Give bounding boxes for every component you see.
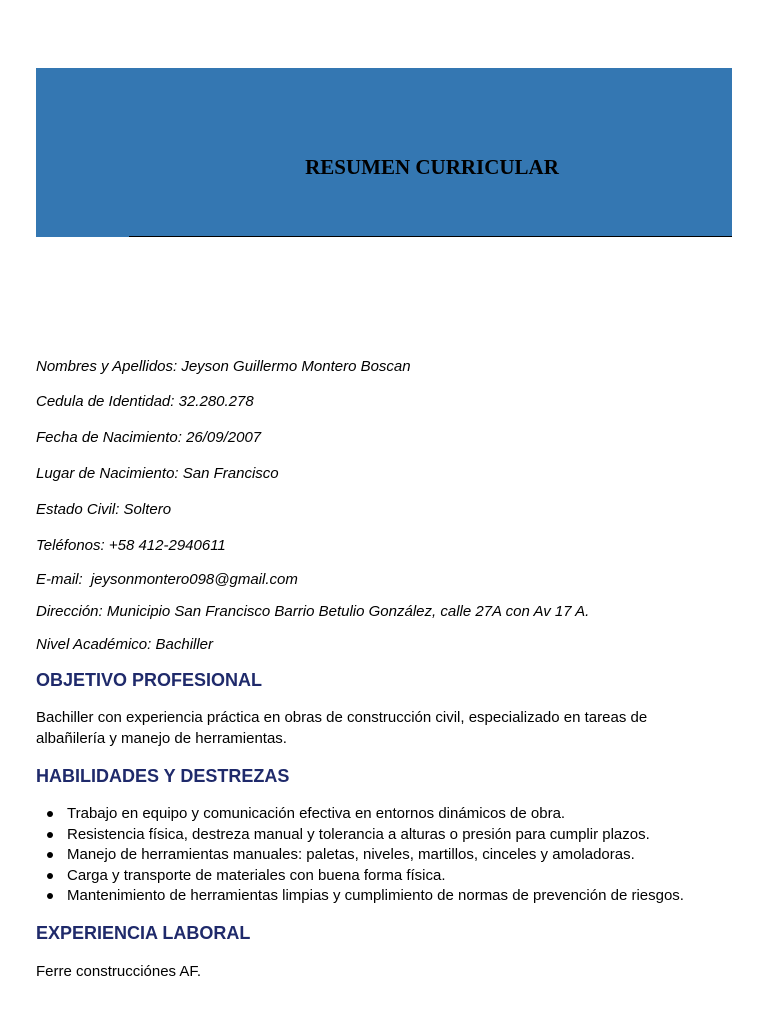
personal-value: +58 412-2940611 [108,537,226,554]
personal-label: Nombres y Apellidos: [36,358,178,375]
personal-value: 26/09/2007 [186,429,262,446]
skill-text: Carga y transporte de materiales con buena forma física. [67,866,446,884]
personal-value: 32.280.278 [178,393,254,410]
personal-line-birthplace [36,465,279,483]
personal-label: Dirección: [36,603,103,620]
personal-label: Teléfonos: [36,537,105,554]
bullet-icon [47,852,53,858]
header-band [36,68,732,237]
personal-label: Cedula de Identidad: [36,393,175,410]
personal-line-email [36,571,298,589]
personal-value: San Francisco [182,465,279,482]
personal-value: Soltero [123,501,172,518]
personal-label: Estado Civil: [36,501,120,518]
objective-text: Bachiller con experiencia práctica en obras de construcción civil, especializado en tareas de albañilería y manejo de herramientas. [36,709,648,747]
list-item [36,866,736,887]
page-title: RESUMEN CURRICULAR [305,155,559,179]
bullet-icon [47,811,53,817]
experience-text: Ferre construcciónes AF. [36,963,202,980]
personal-label: E-mail: [36,571,83,588]
list-item [36,825,736,846]
skill-text: Resistencia física, destreza manual y tolerancia a alturas o presión para cumplir plazos. [67,825,650,843]
personal-label: Nivel Académico: [36,636,152,653]
personal-line-address [36,603,589,621]
personal-line-name [36,358,411,376]
personal-line-marital-status [36,501,171,519]
bullet-icon [47,893,53,899]
personal-value: Jeyson Guillermo Montero Boscan [181,358,411,375]
bullet-icon [47,873,53,879]
list-item [36,804,736,825]
skills-heading: HABILIDADES Y DESTREZAS [36,766,290,786]
personal-label: Lugar de Nacimiento: [36,465,179,482]
personal-label: Fecha de Nacimiento: [36,429,182,446]
skill-text: Manejo de herramientas manuales: paletas, niveles, martillos, cinceles y amoladoras. [67,846,635,863]
personal-value: Bachiller [155,636,214,653]
personal-value: Municipio San Francisco Barrio Betulio González, calle 27A con Av 17 A. [106,603,590,620]
header-divider [129,236,732,237]
personal-line-phone [36,537,226,555]
personal-value: jeysonmontero098@gmail.com [90,571,298,588]
skills-list [36,804,736,907]
personal-line-birthdate [36,429,261,447]
skill-text: Mantenimiento de herramientas limpias y cumplimiento de normas de prevención de riesgos. [67,887,684,904]
personal-line-education [36,636,213,654]
objective-heading: OBJETIVO PROFESIONAL [36,670,263,690]
bullet-icon [47,832,53,838]
list-item [36,845,736,866]
skill-text: Trabajo en equipo y comunicación efectiva en entornos dinámicos de obra. [67,805,566,822]
personal-line-id [36,393,254,411]
experience-heading: EXPERIENCIA LABORAL [36,923,251,943]
list-item [36,886,736,907]
